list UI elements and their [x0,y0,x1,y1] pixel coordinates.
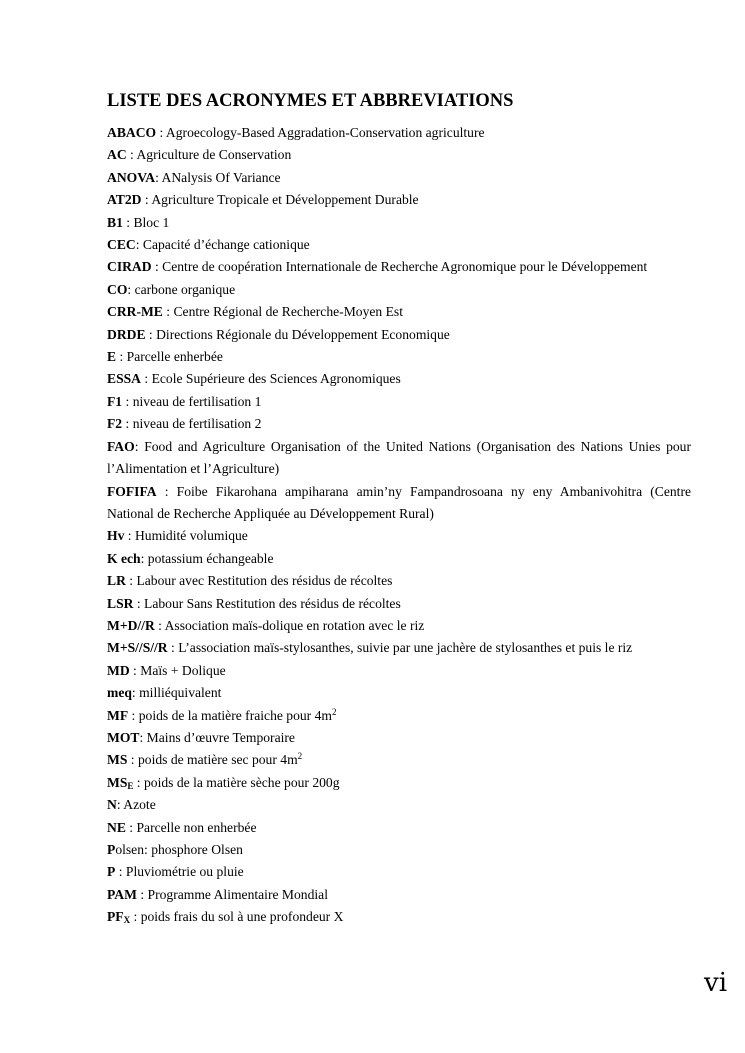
acronym-term: B1 [107,214,123,230]
acronym-separator: : [125,573,137,589]
acronym-entry [107,593,691,615]
acronym-separator: : [122,393,133,409]
acronym-definition: phosphore Olsen [151,842,243,857]
acronym-separator: : [125,819,137,835]
acronym-entry [107,481,691,526]
acronym-separator: : [145,326,157,342]
acronym-definition: L’association maïs-stylosanthes, suivie par une jachère de stylosanthes et puis le riz [178,640,633,656]
acronym-term: E [107,349,117,365]
acronym-definition: Pluviométrie ou pluie [125,864,244,880]
acronym-term: P [107,842,116,857]
acronym-term: F2 [107,416,123,432]
acronym-definition: Agriculture Tropicale et Développement Durable [151,192,419,208]
acronym-entry [107,234,691,256]
acronym-separator: : [141,192,152,208]
acronym-definition: poids de la matière fraiche pour 4m [138,707,332,723]
acronym-separator: : [124,528,135,544]
acronym-separator: : [133,595,145,611]
acronym-term: NE [107,819,126,835]
acronym-entry [107,682,691,704]
acronym-entry [107,772,691,794]
acronym-entry [107,391,691,413]
acronym-term: CRR-ME [107,304,163,320]
acronym-term: CIRAD [107,259,152,275]
acronym-term: MD [107,662,130,678]
acronym-term: MS [107,774,128,790]
acronym-entry [107,413,691,435]
acronym-entry [107,279,691,301]
acronym-definition: Labour Sans Restitution des résidus de récoltes [144,595,401,611]
acronym-term: FOFIFA [107,483,157,499]
acronym-entry [107,861,691,883]
acronym-separator: : [126,147,137,163]
acronym-entry [107,122,691,144]
acronym-term: M+S//S//R [107,640,168,656]
acronym-term: Hv [107,528,125,544]
acronym-separator: : [133,774,144,790]
acronym-subscript: X [123,915,131,926]
acronym-separator: : [131,685,140,701]
acronym-definition: Bloc 1 [133,214,170,230]
acronym-subscript: E [127,780,134,791]
acronym-definition: Centre de coopération Internationale de Recherche Agronomique pour le Développement [162,259,648,275]
acronym-definition: Humidité volumique [134,528,248,544]
acronym-separator: : [139,729,147,745]
acronym-separator: : [127,752,138,768]
acronym-term: K ech [107,550,141,566]
acronym-term: PAM [107,886,137,902]
acronym-term: ABACO [107,125,157,140]
acronym-definition: poids de la matière sèche pour 200g [143,774,340,790]
acronym-definition: niveau de fertilisation 1 [132,393,262,409]
acronym-entry [107,637,691,659]
acronym-separator: : [156,483,177,499]
acronym-term: ESSA [107,371,142,387]
acronym-definition: Azote [123,797,156,813]
definition-superscript: 2 [297,751,303,762]
acronym-separator: : [122,416,133,432]
acronym-term: DRDE [107,326,146,342]
acronym-term-rest: olsen [115,842,145,857]
acronym-entry [107,256,691,278]
acronym-separator: : [162,304,174,320]
acronym-definition: Capacité d’échange cationique [142,237,310,253]
acronym-term: AT2D [107,192,142,208]
acronym-term: F1 [107,393,123,409]
acronym-separator: : [116,349,127,365]
acronym-entry [107,189,691,211]
acronym-definition: Foibe Fikarohana ampiharana amin’ny Fampandrosoana ny eny Ambanivohitra (Centre National de Recherche Appliquée au Développement Rural) [107,483,691,521]
acronym-term: N [107,797,117,813]
acronym-separator: : [128,707,139,723]
acronym-definition: Labour avec Restitution des résidus de récoltes [136,573,393,589]
acronym-term: AC [107,147,127,163]
acronym-definition: milliéquivalent [139,685,222,701]
acronym-separator: : [144,842,152,857]
acronym-definition: Agriculture de Conservation [136,147,292,163]
acronym-definition: poids frais du sol à une profondeur X [140,909,344,925]
acronym-entry [107,525,691,547]
acronym-definition: Mains d’œuvre Temporaire [146,729,295,745]
acronym-separator: : [116,797,124,813]
acronym-definition: Agroecology-Based Aggradation-Conservation agriculture [165,125,485,140]
acronym-entry [107,839,691,861]
acronym-separator: : [129,662,141,678]
acronym-entry [107,368,691,390]
acronym-separator: : [151,259,163,275]
acronym-separator: : [167,640,179,656]
acronym-definition: Parcelle enherbée [126,349,223,365]
acronym-definition: potassium échangeable [147,550,274,566]
acronym-term: MF [107,707,129,723]
acronym-separator: : [127,281,135,297]
acronym-separator: : [135,237,143,253]
acronym-entry [107,346,691,368]
acronym-definition: Parcelle non enherbée [136,819,257,835]
acronym-definition: poids de matière sec pour 4m [137,752,298,768]
page-title: LISTE DES ACRONYMES ET ABBREVIATIONS [107,91,514,111]
acronym-definition: ANalysis Of Variance [161,169,281,185]
acronym-page [107,90,691,929]
acronym-term: LSR [107,595,134,611]
acronym-definition: Directions Régionale du Développement Economique [156,326,450,342]
acronym-entry [107,436,691,481]
acronym-term: ANOVA [107,169,156,185]
acronym-entry [107,144,691,166]
acronym-separator: : [122,214,134,230]
acronym-entry [107,324,691,346]
acronym-separator: : [136,886,148,902]
acronym-definition: Programme Alimentaire Mondial [147,886,328,902]
acronym-separator: : [140,550,148,566]
acronym-definition: Ecole Supérieure des Sciences Agronomiques [151,371,401,387]
acronym-definition: Centre Régional de Recherche-Moyen Est [173,304,403,320]
acronym-entry [107,615,691,637]
acronym-entry [107,884,691,906]
acronym-entry [107,906,691,928]
acronym-definition: niveau de fertilisation 2 [132,416,262,432]
acronym-list [107,122,691,929]
acronym-entry [107,660,691,682]
acronym-entry [107,548,691,570]
acronym-separator: : [115,864,126,880]
acronym-definition: Food and Agriculture Organisation of the United Nations (Organisation des Nations Unies pour l’Alimentation et l’Agriculture) [107,438,691,477]
acronym-definition: carbone organique [134,281,236,297]
acronym-term: CO [107,281,128,297]
acronym-term: CEC [107,237,136,253]
acronym-separator: : [130,909,141,925]
definition-superscript: 2 [331,706,337,717]
acronym-entry [107,212,691,234]
acronym-term: M+D//R [107,617,155,633]
acronym-entry [107,727,691,749]
acronym-separator: : [156,125,166,140]
acronym-separator: : [155,169,162,185]
acronym-definition: Association maïs-dolique en rotation avec le riz [164,617,425,633]
acronym-entry [107,794,691,816]
acronym-term: MS [107,752,128,768]
acronym-entry [107,167,691,189]
acronym-entry [107,705,691,727]
acronym-separator: : [141,371,152,387]
acronym-entry [107,749,691,771]
acronym-entry [107,570,691,592]
acronym-term: MOT [107,729,140,745]
acronym-separator: : [154,617,165,633]
acronym-entry [107,301,691,323]
page-number: vi [704,968,728,998]
acronym-term: FAO [107,438,135,454]
acronym-entry [107,817,691,839]
acronym-term: P [107,864,116,880]
acronym-term: PF [107,909,124,925]
acronym-term: LR [107,573,126,589]
acronym-term: meq [107,685,132,701]
acronym-definition: Maïs + Dolique [140,662,226,678]
acronym-separator: : [134,438,145,454]
